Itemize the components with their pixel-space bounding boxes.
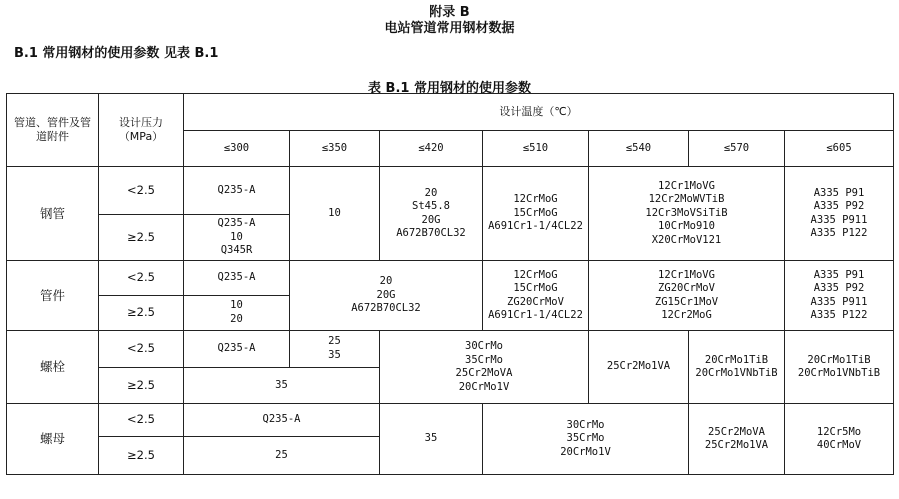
table-caption: 表 B.1 常用钢材的使用参数: [368, 81, 531, 96]
cell-line: A335 P122: [810, 227, 868, 240]
group-pipe: 钢管: [7, 166, 99, 260]
header-temperature: 设计温度（℃）: [184, 94, 894, 131]
temp-300: ≤300: [184, 131, 290, 166]
pipe-420: [380, 166, 483, 260]
temp-510: ≤510: [483, 131, 589, 166]
fit-lt-300: Q235-A: [184, 261, 290, 295]
temp-605: ≤605: [785, 131, 894, 166]
document-title: 电站管道常用钢材数据: [384, 21, 515, 36]
cell-line: 35CrMo: [465, 353, 503, 366]
temp-420: ≤420: [380, 131, 483, 166]
cell-line: 12Cr2MoWVTiB: [648, 193, 725, 206]
temp-570: ≤570: [689, 131, 785, 166]
pipe-510: [483, 166, 589, 260]
bolt-540: 25Cr2Mo1VA: [589, 331, 689, 404]
cell-line: 10CrMo910: [658, 220, 715, 233]
cell-line: Q345R: [220, 244, 253, 257]
cell-line: 12CrMoG: [513, 268, 558, 281]
header-component: 管道、管件及管道附件: [7, 94, 99, 167]
header-pressure: 设计压力（MPa）: [99, 94, 184, 167]
fit-510: [483, 261, 589, 331]
cell-line: 12Cr3MoVSiTiB: [645, 206, 728, 219]
cell-line: 12CrMoG: [513, 193, 558, 206]
cell-line: A672B70CL32: [351, 302, 421, 315]
cell-line: 20: [424, 186, 438, 199]
pressure-ge: ≥2.5: [99, 437, 184, 475]
cell-line: ZG20CrMoV: [507, 295, 564, 308]
nut-570: [689, 404, 785, 475]
bolt-lt-350: [290, 331, 380, 367]
cell-line: 20CrMo1TiB: [704, 353, 769, 366]
cell-line: St45.8: [412, 200, 450, 213]
cell-line: 20G: [376, 288, 396, 301]
cell-line: 25Cr2Mo1VA: [704, 439, 769, 451]
bolt-570: [689, 331, 785, 404]
nut-420: 35: [380, 404, 483, 475]
cell-line: A335 P122: [810, 309, 868, 322]
fit-ge-300: [184, 295, 290, 330]
cell-line: 12Cr5Mo: [816, 425, 862, 438]
appendix-label: 附录 B: [429, 5, 470, 20]
pipe-605: [785, 166, 894, 260]
bolt-420-510: [380, 331, 589, 404]
temp-540: ≤540: [589, 131, 689, 166]
cell-line: 20CrMo1VNbTiB: [695, 367, 778, 380]
cell-line: Q235-A: [217, 217, 256, 230]
pipe-540-570: [589, 166, 785, 260]
group-nut: 螺母: [7, 404, 99, 475]
temp-350: ≤350: [290, 131, 380, 166]
cell-line: 25Cr2MoVA: [455, 367, 513, 380]
cell-line: 12Cr1MoVG: [658, 179, 715, 192]
cell-line: A691Cr1-1/4CL22: [488, 309, 583, 322]
cell-line: ZG15Cr1MoV: [654, 295, 719, 308]
cell-line: A335 P91: [813, 268, 865, 281]
cell-line: 20CrMo1TiB: [807, 353, 871, 366]
cell-line: A335 P92: [813, 200, 865, 213]
section-heading: B.1 常用钢材的使用参数 见表 B.1: [14, 46, 219, 61]
cell-line: A691Cr1-1/4CL22: [488, 220, 583, 233]
pipe-lt-300: Q235-A: [184, 166, 290, 214]
cell-line: A335 P91: [813, 186, 865, 199]
bolt-605: [785, 331, 894, 404]
cell-line: 20CrMo1VNbTiB: [797, 367, 881, 380]
cell-line: ZG20CrMoV: [658, 282, 715, 295]
cell-line: 10: [230, 230, 243, 243]
cell-line: 35CrMo: [566, 432, 605, 445]
bolt-ge-300-350: 35: [184, 367, 380, 403]
pressure-lt: <2.5: [99, 331, 184, 367]
nut-ge-300-350: 25: [184, 437, 380, 475]
cell-line: 20CrMo1V: [560, 445, 611, 458]
cell-line: 12Cr2MoG: [661, 309, 712, 322]
cell-line: 30CrMo: [465, 340, 503, 353]
cell-line: 25: [328, 335, 341, 348]
group-bolt: 螺栓: [7, 331, 99, 404]
cell-line: A335 P911: [810, 295, 868, 308]
cell-line: X20CrMoV121: [651, 233, 722, 246]
fit-350-420: [290, 261, 483, 331]
cell-line: 20: [230, 312, 243, 325]
cell-line: 35: [328, 348, 341, 361]
nut-510-540: [483, 404, 689, 475]
cell-line: 15CrMoG: [513, 282, 558, 295]
pressure-lt: <2.5: [99, 166, 184, 214]
pressure-ge: ≥2.5: [99, 295, 184, 330]
steel-parameters-table: [6, 93, 894, 475]
cell-line: A335 P911: [810, 213, 868, 226]
nut-605: [785, 404, 894, 475]
group-fitting: 管件: [7, 261, 99, 331]
fit-540-570: [589, 261, 785, 331]
cell-line: 12Cr1MoVG: [658, 268, 715, 281]
cell-line: 20: [379, 275, 393, 288]
cell-line: A335 P92: [813, 282, 865, 295]
cell-line: 25Cr2MoVA: [708, 425, 765, 438]
bolt-lt-300: Q235-A: [184, 331, 290, 367]
cell-line: 10: [230, 299, 243, 312]
pressure-ge: ≥2.5: [99, 214, 184, 261]
pressure-lt: <2.5: [99, 261, 184, 295]
nut-lt-300-350: Q235-A: [184, 404, 380, 437]
fit-605: [785, 261, 894, 331]
cell-line: 15CrMoG: [513, 206, 558, 219]
pipe-ge-300: [184, 214, 290, 261]
cell-line: A672B70CL32: [396, 227, 466, 240]
pipe-350: 10: [290, 166, 380, 260]
cell-line: 20CrMo1V: [458, 380, 510, 393]
cell-line: 30CrMo: [566, 418, 605, 431]
pressure-lt: <2.5: [99, 404, 184, 437]
cell-line: 20G: [421, 213, 441, 226]
cell-line: 40CrMoV: [816, 439, 862, 451]
pressure-ge: ≥2.5: [99, 367, 184, 403]
